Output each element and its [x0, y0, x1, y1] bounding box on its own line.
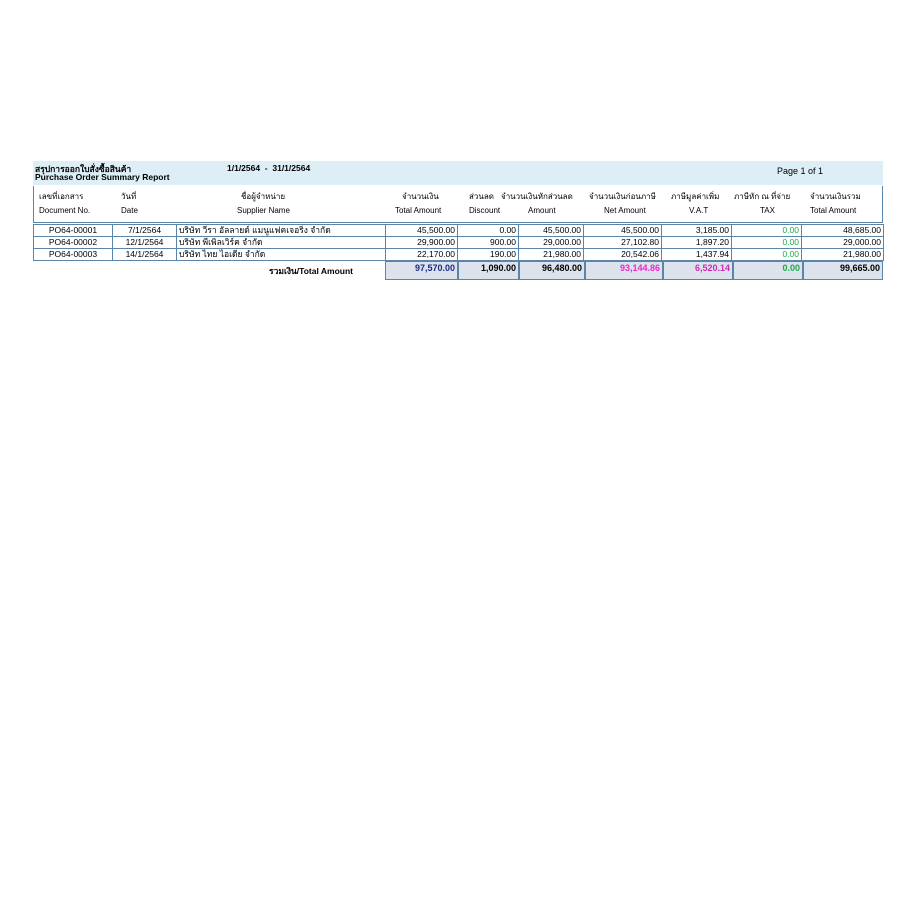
cell-date: 14/1/2564	[113, 249, 177, 261]
purchase-order-report	[33, 161, 883, 282]
col-header-net-th: จำนวนเงินก่อนภาษี	[589, 192, 656, 201]
cell-tax: 0.00	[732, 249, 802, 261]
cell-date: 12/1/2564	[113, 237, 177, 249]
cell-grand: 29,000.00	[802, 237, 884, 249]
col-header-discount-th: ส่วนลด	[469, 192, 494, 201]
cell-total: 29,900.00	[386, 237, 458, 249]
totals-label: รวมเงิน/Total Amount	[269, 266, 353, 276]
col-header-doc-en: Document No.	[39, 206, 91, 215]
cell-discount: 900.00	[458, 237, 519, 249]
totals-net: 93,144.86	[585, 261, 663, 280]
cell-supplier: บริษัท ไทย ไอเดีย จำกัด	[177, 249, 386, 261]
col-header-grand-th: จำนวนเงินรวม	[810, 192, 861, 201]
col-header-total-th: จำนวนเงิน	[402, 192, 439, 201]
totals-grand: 99,665.00	[803, 261, 883, 280]
cell-discount: 0.00	[458, 225, 519, 237]
col-header-tax-en: TAX	[760, 206, 775, 215]
cell-amount: 29,000.00	[519, 237, 584, 249]
table-row[interactable]	[34, 249, 884, 261]
cell-tax: 0.00	[732, 237, 802, 249]
report-title-english: Purchase Order Summary Report	[35, 172, 170, 182]
column-headers	[33, 186, 883, 223]
cell-amount: 45,500.00	[519, 225, 584, 237]
cell-vat: 1,897.20	[662, 237, 732, 249]
cell-date: 7/1/2564	[113, 225, 177, 237]
col-header-vat-en: V.A.T	[689, 206, 709, 215]
cell-supplier: บริษัท พีเพิลเวิร์ค จำกัด	[177, 237, 386, 249]
totals-amount: 96,480.00	[519, 261, 585, 280]
report-header	[33, 161, 883, 185]
totals-discount: 1,090.00	[458, 261, 519, 280]
col-header-total-en: Total Amount	[395, 206, 442, 215]
totals-total: 97,570.00	[385, 261, 458, 280]
report-title-thai: สรุปการออกใบสั่งซื้อสินค้า	[35, 164, 132, 174]
col-header-amount-th: จำนวนเงินหักส่วนลด	[501, 192, 573, 201]
report-date-range: 1/1/2564 - 31/1/2564	[227, 163, 311, 173]
report-table	[33, 224, 884, 261]
cell-doc-no: PO64-00002	[34, 237, 113, 249]
cell-total: 22,170.00	[386, 249, 458, 261]
cell-net: 20,542.06	[584, 249, 662, 261]
totals-tax: 0.00	[733, 261, 803, 280]
totals-row	[33, 261, 883, 282]
totals-vat: 6,520.14	[663, 261, 733, 280]
cell-tax: 0.00	[732, 225, 802, 237]
table-row[interactable]	[34, 237, 884, 249]
col-header-supplier-th: ชื่อผู้จำหน่าย	[241, 192, 286, 201]
cell-total: 45,500.00	[386, 225, 458, 237]
table-row[interactable]	[34, 225, 884, 237]
col-header-doc-th: เลขที่เอกสาร	[39, 192, 84, 201]
cell-grand: 21,980.00	[802, 249, 884, 261]
cell-grand: 48,685.00	[802, 225, 884, 237]
cell-vat: 1,437.94	[662, 249, 732, 261]
col-header-date-en: Date	[121, 206, 138, 215]
cell-amount: 21,980.00	[519, 249, 584, 261]
cell-vat: 3,185.00	[662, 225, 732, 237]
col-header-vat-th: ภาษีมูลค่าเพิ่ม	[671, 192, 720, 201]
cell-net: 45,500.00	[584, 225, 662, 237]
page-indicator: Page 1 of 1	[777, 166, 824, 176]
col-header-date-th: วันที่	[121, 192, 137, 201]
col-header-net-en: Net Amount	[604, 206, 646, 215]
cell-doc-no: PO64-00003	[34, 249, 113, 261]
col-header-discount-en: Discount	[469, 206, 501, 215]
cell-net: 27,102.80	[584, 237, 662, 249]
col-header-grand-en: Total Amount	[810, 206, 857, 215]
cell-discount: 190.00	[458, 249, 519, 261]
col-header-supplier-en: Supplier Name	[237, 206, 290, 215]
cell-doc-no: PO64-00001	[34, 225, 113, 237]
col-header-amount-en: Amount	[528, 206, 556, 215]
col-header-tax-th: ภาษีหัก ณ ที่จ่าย	[734, 192, 791, 201]
cell-supplier: บริษัท วีรา อัลลายด์ แมนูแฟคเจอริ่ง จำกัด	[177, 225, 386, 237]
